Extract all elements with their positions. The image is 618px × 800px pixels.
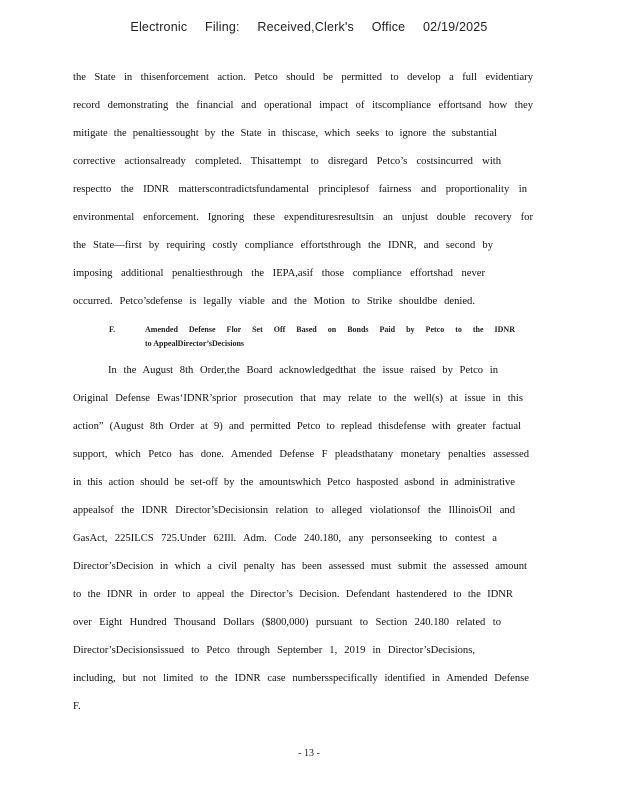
header-word-received-clerks: Received,Clerk's [257,20,355,34]
section-heading-title: Amended Defense Flor Set Off Based on Bonds Paid by Petco to the IDNR [145,325,515,334]
text-line: action” (August 8th Order at 9) and permitted Petco to replead thisdefense with greater factual [73,421,521,432]
text-line: respectto the IDNR matterscontradictsfundamental principlesof fairness and proportionality in [73,184,527,195]
text-line: occurred. Petco’sdefense is legally viable and the Motion to Strike shouldbe denied. [73,296,475,307]
text-line: F. [73,701,81,712]
text-line: the State in thisenforcement action. Petco should be permitted to develop a full evidentiary [73,72,533,83]
text-line: to the IDNR in order to appeal the Director’s Decision. Defendant hastendered to the IDNR [73,589,513,600]
text-line: appealsof the IDNR Director’sDecisionsin relation to alleged violationsof the IllinoisOil and [73,505,515,516]
header-word-filing: Filing: [204,20,240,34]
header-word-office: Office [371,20,406,34]
header-word-electronic: Electronic [130,20,188,34]
text-line: in this action should be set-off by the amountswhich Petco hasposted asbond in administrative [73,477,515,488]
text-line: corrective actionsalready completed. Thisattempt to disregard Petco’s costsincurred with [73,156,501,167]
text-line: Director’sDecision in which a civil penalty has been assessed must submit the assessed amount [73,561,527,572]
text-line: mitigate the penaltiessought by the State in thiscase, which seeks to ignore the substantial [73,128,497,139]
text-line: Original Defense Ewas‘IDNR’sprior prosecution that may relate to the well(s) at issue in this [73,393,523,404]
text-line: including, but not limited to the IDNR case numbersspecifically identified in Amended Defense [73,673,529,684]
text-line: GasAct, 225ILCS 725.Under 62Ill. Adm. Code 240.180, any personseeking to contest a [73,533,497,544]
header-filing-date: 02/19/2025 [423,20,488,34]
text-line: environmental enforcement. Ignoring these expendituresresultsin an unjust double recovery for [73,212,533,223]
section-heading-title-continued: to AppealDirector’sDecisions [145,339,245,348]
text-line: imposing additional penaltiesthrough the IEPA,asif those compliance effortshad never [73,268,485,279]
filing-stamp-header [0,20,618,34]
text-line: the State—first by requiring costly compliance effortsthrough the IDNR, and second by [73,240,493,251]
section-heading-letter: F. [109,325,116,334]
text-line: Director’sDecisionsissued to Petco through September 1, 2019 in Director’sDecisions, [73,645,475,656]
text-line: record demonstrating the financial and operational impact of itscompliance effortsand how they [73,100,533,111]
text-line: In the August 8th Order,the Board acknowledgedthat the issue raised by Petco in [108,365,498,376]
text-line: support, which Petco has done. Amended Defense F pleadsthatany monetary penalties assessed [73,449,529,460]
text-line: over Eight Hundred Thousand Dollars ($800,000) pursuant to Section 240.180 related to [73,617,501,628]
page-number: - 13 - [298,748,320,759]
